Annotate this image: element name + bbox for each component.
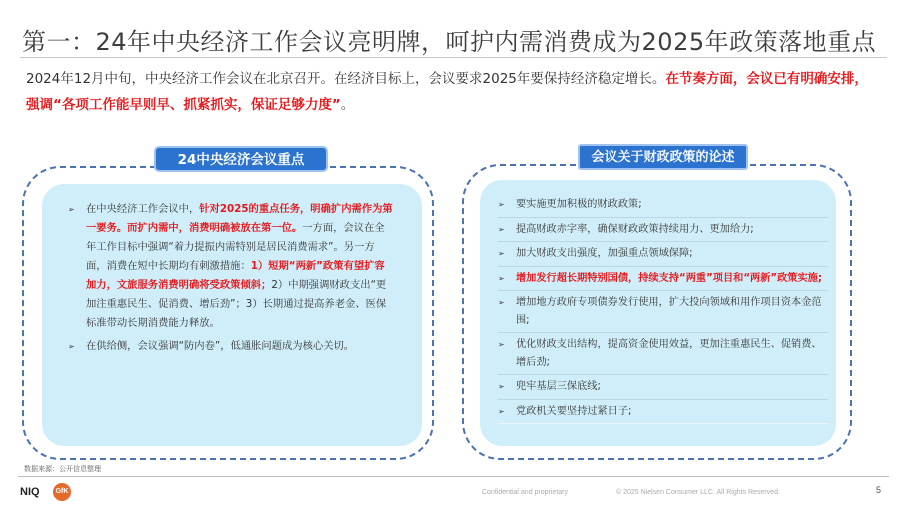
page-number: 5 — [876, 485, 882, 495]
left-panel-bullets — [68, 200, 394, 356]
title-divider — [20, 57, 887, 58]
arrow-bullet-icon: ➢ — [498, 200, 505, 209]
list-item — [68, 337, 394, 356]
list-item — [498, 378, 828, 400]
list-item — [498, 294, 828, 333]
arrow-bullet-icon: ➢ — [68, 342, 75, 351]
arrow-bullet-icon: ➢ — [498, 340, 505, 349]
arrow-bullet-icon: ➢ — [498, 249, 505, 258]
confidential-label: Confidential and proprietary — [482, 489, 568, 496]
right-panel-bullets — [498, 196, 828, 427]
arrow-bullet-icon: ➢ — [498, 406, 505, 416]
list-item — [498, 270, 828, 292]
left-p1-a: 在中央经济工作会议中， — [86, 203, 200, 215]
arrow-bullet-icon: ➢ — [68, 205, 75, 214]
intro-paragraph — [26, 66, 878, 118]
list-item-text: 党政机关要坚持过紧日子; — [516, 405, 632, 417]
intro-end: 。 — [340, 97, 355, 113]
arrow-bullet-icon: ➢ — [498, 224, 505, 234]
arrow-bullet-icon: ➢ — [498, 298, 505, 307]
left-p1-red: 针对2025的重点任务，明确扩内需作为第一要务。而扩内需中，消费明确被放在第一位。 — [86, 203, 393, 234]
left-p2: 在供给侧，会议强调“防内卷”，低通胀问题成为核心关切。 — [86, 340, 355, 352]
list-item-text: 提高财政赤字率，确保财政政策持续用力、更加给力; — [516, 223, 754, 235]
footer-divider — [18, 476, 889, 477]
left-p1-c: 2）中期强调财政支出“更加注重惠民生、促消费、增后劲”；3）长期通过提高养老金、医保标准带动长期消费能力释放。 — [86, 279, 387, 329]
intro-highlight: 在节奏方面，会议已有明确安排，强调“各项工作能早则早、抓紧抓实，保证足够力度” — [26, 71, 868, 113]
list-item-text: 增加地方政府专项债券发行使用，扩大投向领域和用作项目资本金范围; — [516, 297, 822, 326]
intro-text: 2024年12月中旬，中央经济工作会议在北京召开。在经济目标上，会议要求2025年要保持经济稳定增长。 — [26, 71, 666, 87]
page-title: 第一：24年中央经济工作会议亮明牌，呵护内需消费成为2025年政策落地重点 — [22, 28, 877, 56]
left-p1-red2: 1）短期“两新”政策有望扩容加力，文旅服务消费明确将受政策倾斜； — [86, 260, 385, 291]
copyright-label: © 2025 Nielsen Consumer LLC. All Rights Reserved. — [616, 489, 780, 496]
list-item — [498, 245, 828, 267]
list-item-text: 要实施更加积极的财政政策; — [516, 199, 642, 210]
data-source-note: 数据来源：公开信息整理 — [24, 465, 101, 473]
list-item-text: 优化财政支出结构，提高资金使用效益，更加注重惠民生、促销费、增后劲; — [516, 339, 822, 368]
arrow-bullet-icon: ➢ — [498, 382, 505, 391]
right-panel-title: 会议关于财政政策的论述 — [578, 144, 748, 170]
list-item — [498, 336, 828, 375]
left-panel-title: 24中央经济会议重点 — [154, 146, 328, 172]
list-item — [68, 200, 394, 333]
arrow-bullet-icon: ➢ — [498, 273, 505, 283]
list-item-text: 兜牢基层三保底线; — [516, 381, 601, 392]
list-item-text: 加大财政支出强度，加强重点领域保障; — [516, 248, 693, 259]
list-item — [498, 403, 828, 425]
gfk-logo: GfK — [53, 483, 71, 501]
list-item-text: 增加发行超长期特别国债，持续支持“两重”项目和“两新”政策实施; — [516, 272, 822, 284]
left-p1-b: 一方面，会议在全年工作目标中强调“着力提振内需特别是居民消费需求”。另一方面，消费在短中长期均有刺激措施： — [86, 222, 385, 272]
niq-logo: NIQ — [20, 486, 40, 498]
list-item — [498, 196, 828, 218]
list-item — [498, 221, 828, 243]
